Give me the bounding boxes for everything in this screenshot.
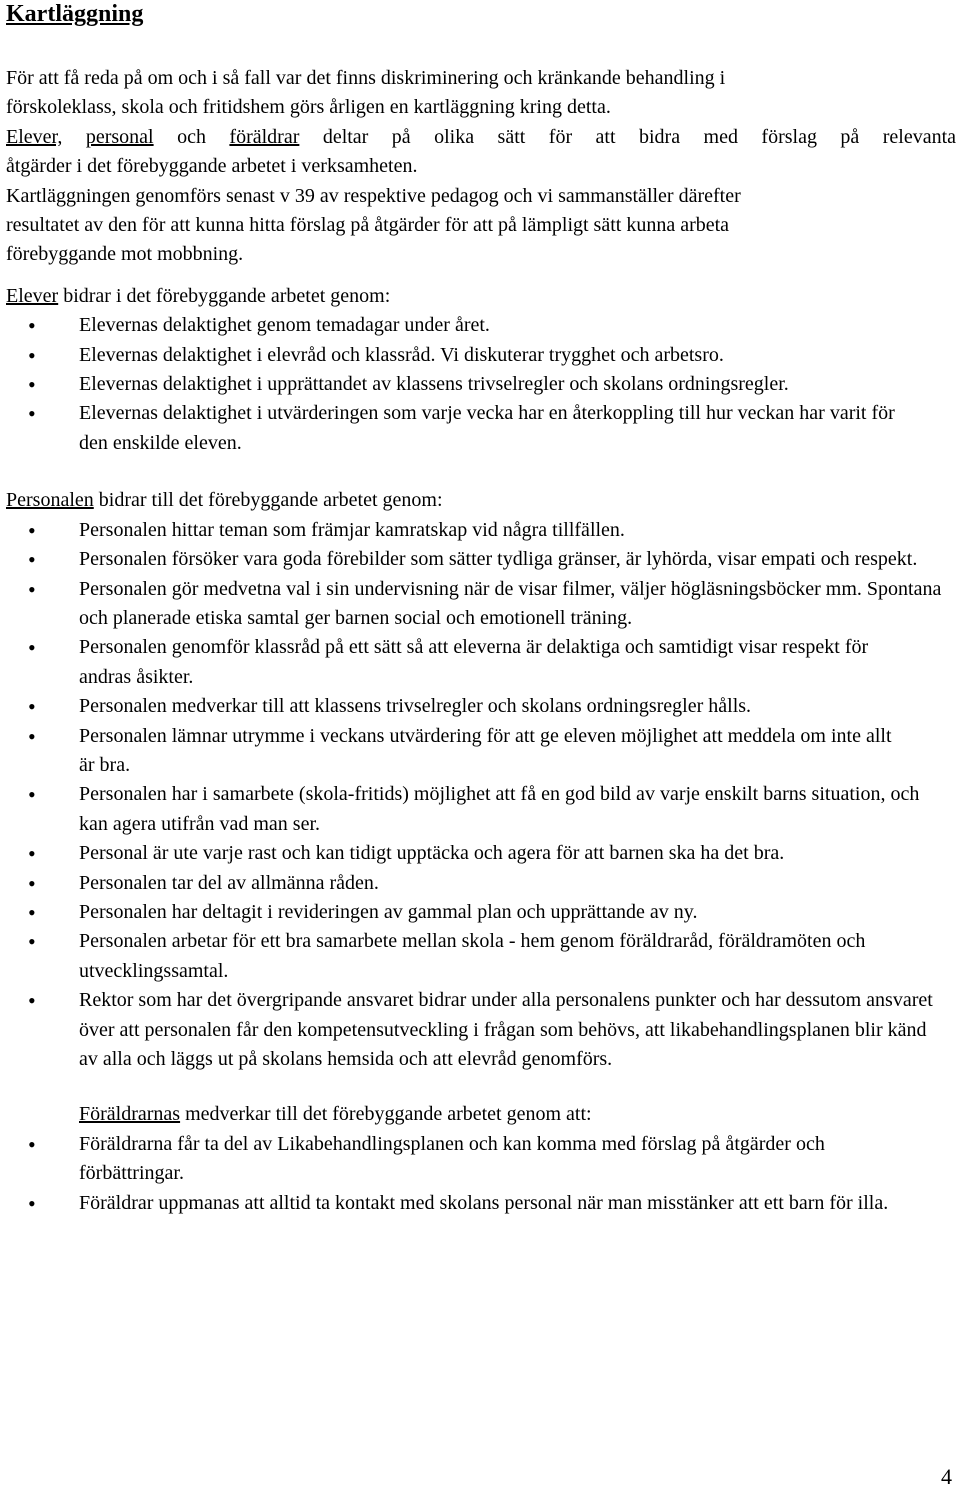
intro-text: Kartläggningen genomförs senast v 39 av respektive pedagog och vi sammanställer därefter: [6, 184, 741, 207]
list-item: • Föräldrarna får ta del av Likabehandlingsplanen och kan komma med förslag på åtgärder och förbättringar.: [6, 1130, 956, 1189]
parents-lead-text: medverkar till det förebyggande arbetet genom att:: [185, 1103, 592, 1126]
list-item: • Föräldrar uppmanas att alltid ta kontakt med skolans personal när man misstänker att ett barn för illa.: [6, 1189, 956, 1218]
intro-text: förskoleklass, skola och fritidshem görs årligen en kartläggning kring detta.: [6, 96, 611, 119]
list-item: • Personalen genomför klassråd på ett sätt så att eleverna är delaktiga och samtidigt visar respekt för andras åsikter.: [6, 633, 956, 692]
intro-line: [6, 182, 956, 211]
list-item: • Personalen arbetar för ett bra samarbete mellan skola - hem genom föräldraråd, föräldramöten och utvecklingssamtal.: [6, 927, 956, 986]
personal-lead: [6, 486, 956, 515]
page-number: 4: [941, 1464, 952, 1489]
list-item: • Personalen har deltagit i revideringen av gammal plan och upprättande av ny.: [6, 898, 956, 927]
intro-line: [6, 152, 956, 181]
intro-rest: deltar på olika sätt för att bidra med förslag på relevanta: [322, 125, 957, 148]
list-item: • Personalen hittar teman som främjar kamratskap vid några tillfällen.: [6, 516, 956, 545]
parents-list: [6, 1130, 956, 1218]
intro-line: [6, 93, 956, 122]
list-item: • Elevernas delaktighet i elevråd och klassråd. Vi diskuterar trygghet och arbetsro.: [6, 341, 956, 370]
elever-list: [6, 311, 956, 458]
intro-foraldrar: föräldrar: [229, 125, 300, 148]
list-item: • Personalen har i samarbete (skola-fritids) möjlighet att få en god bild av varje enskilt barns situation, och kan agera utifrån vad man ser.: [6, 780, 956, 839]
page-title: Kartläggning: [6, 1, 144, 27]
intro-line: [6, 123, 956, 152]
intro-line: [6, 211, 956, 240]
list-item: • Elevernas delaktighet i utvärderingen som varje vecka har en återkoppling till hur veckan har varit för den enskilde eleven.: [6, 399, 956, 458]
intro-text: resultatet av den för att kunna hitta förslag på åtgärder för att på lämpligt sätt kunna arbeta: [6, 214, 730, 237]
intro-text: förebyggande mot mobbning.: [6, 243, 244, 266]
list-item: • Rektor som har det övergripande ansvaret bidrar under alla personalens punkter och har dessutom ansvaret över att personalen får den kompetensutveckling i frågan som behövs, att likabehandlingsplanen blir känd av alla och läggs ut på skolans hemsida och att elevråd genomförs.: [6, 986, 956, 1074]
list-item: • Personal är ute varje rast och kan tidigt upptäcka och agera för att barnen ska ha det bra.: [6, 839, 956, 868]
intro-line: [6, 240, 956, 269]
intro-line: [6, 64, 956, 93]
list-item: • Elevernas delaktighet genom temadagar under året.: [6, 311, 956, 340]
parents-lead: [6, 1100, 956, 1129]
intro-text: För att få reda på om och i så fall var det finns diskriminering och kränkande behandling i: [6, 67, 726, 89]
list-item: • Elevernas delaktighet i upprättandet av klassens trivselregler och skolans ordningsregler.: [6, 370, 956, 399]
intro-paragraph: [6, 64, 956, 270]
document-page: [6, 0, 956, 1218]
intro-personal: personal: [85, 125, 154, 148]
elever-lead-label: Elever: [6, 284, 59, 307]
elever-lead: [6, 282, 956, 311]
personal-lead-text: bidrar till det förebyggande arbetet genom:: [98, 489, 443, 512]
parents-lead-label: Föräldrarnas: [79, 1103, 181, 1126]
list-item: • Personalen försöker vara goda förebilder som sätter tydliga gränser, är lyhörda, visar empati och respekt.: [6, 545, 956, 574]
list-item: • Personalen medverkar till att klassens trivselregler och skolans ordningsregler hålls.: [6, 692, 956, 721]
list-item: • Personalen lämnar utrymme i veckans utvärdering för att ge eleven möjlighet att meddela om inte allt är bra.: [6, 722, 956, 781]
elever-lead-text: bidrar i det förebyggande arbetet genom:: [63, 284, 391, 307]
intro-text: åtgärder i det förebyggande arbetet i verksamheten.: [6, 155, 418, 178]
intro-och: och: [177, 125, 206, 148]
intro-elever: Elever,: [6, 125, 63, 148]
list-item: • Personalen gör medvetna val i sin undervisning när de visar filmer, väljer högläsningsböcker mm. Spontana och planerade etiska samtal ger barnen social och emotionell träning.: [6, 575, 956, 634]
list-item: • Personalen tar del av allmänna råden.: [6, 869, 956, 898]
personal-list: [6, 516, 956, 1075]
personal-lead-label: Personalen: [6, 489, 94, 512]
